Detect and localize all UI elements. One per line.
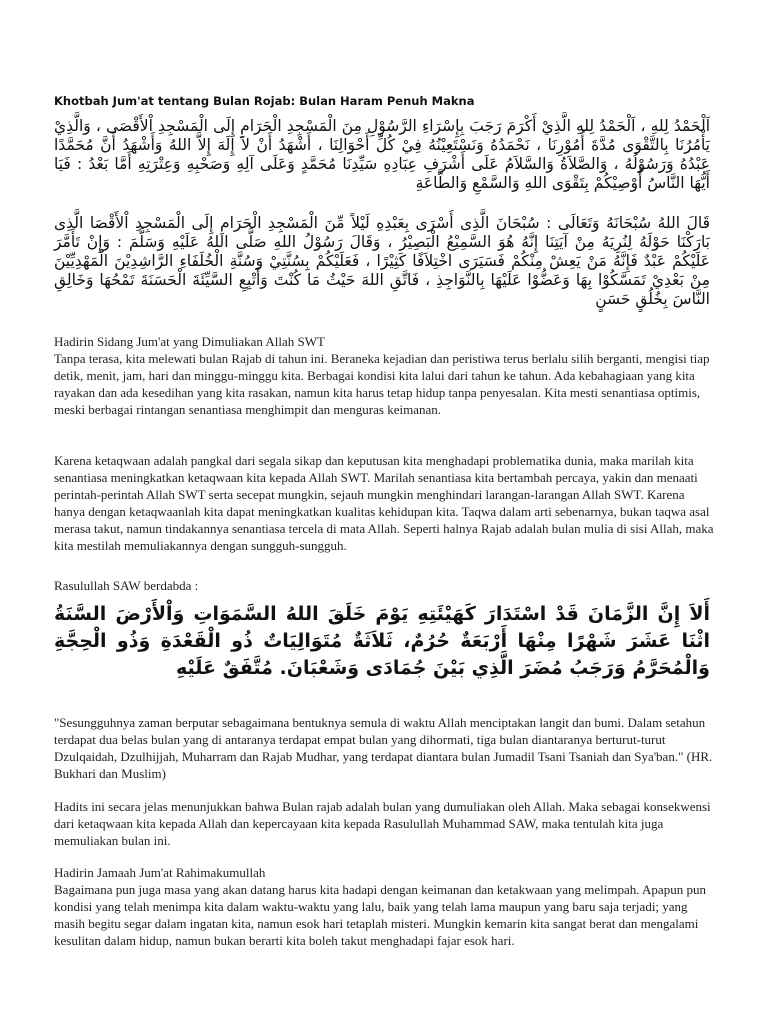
paragraph-3-translation: "Sesungguhnya zaman berputar sebagaimana bentuknya semula di waktu Allah menciptakan langit dan bumi. Dalam setahun terdapat dua belas bulan yang di antaranya terdapat empat bulan yang dihormati, tiga bulan diantaranya berturut-turut Dzulqaidah, Dzulhijjah, Muharram dan Rajab Mudhar, yang terdapat diantara bulan Jumadil Tsani Tsaniah dan Sya'ban." (HR. Bukhari dan Muslim) [54,715,713,781]
paragraph-2: Karena ketaqwaan adalah pangkal dari segala sikap dan keputusan kita menghadapi problematika dunia, maka marilah kita senantiasa meningkatkan ketaqwaan kita kepada Allah SWT. Marilah senantiasa kita bertambah percaya, yakin dan menaati perintah-perintah Allah SWT serta secepat mungkin, sejauh mungkin menghindari larangan-larangan Allah SWT. Karena hanya dengan ketaqwaanlah kita dapat meningkatkan kualitas kehidupan kita. Taqwa dalam arti sebenarnya, bukan taqwa asal merasa takut, namun tindakannya senantiasa tercela di mata Allah. Seperti halnya Rajab adalah bulan mulia di sisi Allah, maka kita mestilah memuliakannya dengan sungguh-sungguh. [54,453,714,553]
section-heading-1: Hadirin Sidang Jum'at yang Dimuliakan Allah SWT [54,334,325,349]
rasulullah-intro-line: Rasulullah SAW berdabda : [54,578,199,593]
section-heading-2: Hadirin Jamaah Jum'at Rahimakumullah [54,865,266,880]
paragraph-5: Bagaimana pun juga masa yang akan datang harus kita hadapi dengan keimanan dan ketakwaan yang melimpah. Apapun pun kondisi yang telah menimpa kita dalam waktu-waktu yang lalu, baik yang telah lama maupun yang baru saja terjadi; yang masih begitu segar dalam ingatan kita, namun esok hari tetaplah misteri. Mungkin kemarin kita sangat berat dan mengalami kesulitan dalam hidup, namun bukan berarti kita boleh takut menghadapi fajar esok hari. [54,882,706,948]
document-title: Khotbah Jum'at tentang Bulan Rojab: Bulan Haram Penuh Makna [54,94,475,108]
arabic-hadith: أَلاَ إِنَّ الزَّمَانَ قَدْ اسْتَدَارَ كَهَيْئَتِهِ يَوْمَ خَلَقَ اللهُ السَّمَوَاتِ وَاْلأَرْضَ السَّنَةُ اثْنَا عَشَرَ شَهْرًا مِنْهَا أَرْبَعَةٌ حُرُمٌ، ثَلاَثَةٌ مُتَوَالِيَاتٌ ذُو الْقَعْدَةِ وَذُو الْحِجَّةِ وَالْمُحَرَّمُ وَرَجَبُ مُضَرَ الَّذِي بَيْنَ جُمَادَى وَشَعْبَانَ. مُتَّفَقٌ عَلَيْهِ [54,603,710,679]
paragraph-1: Tanpa terasa, kita melewati bulan Rajab di tahun ini. Beraneka kejadian dan peristiwa terus berlalu silih berganti, mengisi tiap detik, menit, jam, hari dan minggu-minggu kita. Berbagai kondisi kita lalui dari tahun ke tahun. Ada kebahagiaan yang kita rayakan dan ada kesedihan yang kita rasakan, namun kita harus tetap hidup tanpa penyesalan. Kita mesti senantiasa optimis, meski berbagai rintangan senantiasa menghimpit dan menguras keimanan. [54,351,710,417]
arabic-quran-hadith-citation: قَالَ اللهُ سُبْحَانَهُ وَتَعَالَى : سُبْحَانَ الَّذِى أَسْرَى بِعَبْدِهِ لَيْلاً مِّنَ الْمَسْجِدِ الْحَرَامِ إِلَى الْمَسْجِدِ اْلأَقْصَا الَّذِى بَارَكْنَا حَوْلَهُ لِنُرِيَهُ مِنْ آيَتِنَا إِنَّهُ هُوَ السَّمِيْعُ الْبَصِيْرُ ، وَقَالَ رَسُوْلُ اللهِ صَلَّى اللهُ عَلَيْهِ وَسَلَّمَ : وَإِنْ تَأَمَّرَ عَلَيْكُمْ عَبْدٌ فَإِنَّهُ مَنْ يَعِشْ مِنْكُمْ فَسَيَرَى اخْتِلاَفًا كَثِيْرًا ، فَعَلَيْكُمْ بِسُنَّتِيْ وَسُنَّةِ الْخُلَفَاءِ الرَّاشِدِيْنَ الْمَهْدِيِّيْنَ مِنْ بَعْدِيْ تَمَسَّكُوْا بِهَا وَعَضُّوْا عَلَيْهَا بِالنَّوَاجِذِ ، فَاتَّقِ اللهَ حَيْثُ مَا كُنْتَ وَأَتْبِعِ السَّيِّئَةَ الْحَسَنَةَ تَمْحُهَا وَخَالِقِ النَّاسَ بِخُلُقٍ حَسَنٍ [54,214,710,308]
arabic-opening-prayer: اَلْحَمْدُ لِلهِ ، اَلْحَمْدُ لِلهِ الَّذِيْ أَكْرَمَ رَجَبَ بِإِسْرَاءِ الرَّسُوْلِ مِنَ الْمَسْجِدِ الْحَرَامِ إِلَى الْمَسْجِدِ اْلأَقْصَى ، وَالَّذِيْ يَأْمُرُنَا بِالتَّقْوَى مُدَّةَ أُمُوْرِنَا ، نَحْمَدُهُ وَنَسْتَعِيْنُهُ فِيْ كُلِّ أَحْوَالِنَا ، أَشْهَدُ أَنْ لاَ إِلَهَ إِلاَّ اللهُ وَأَشْهَدُ أَنَّ مُحَمَّدًا عَبْدُهُ وَرَسُوْلُهُ ، وَالصَّلاَةُ وَالسَّلاَمُ عَلَى أَشْرَفِ عِبَادِهِ سَيِّدِنَا مُحَمَّدٍ وَعَلَى آلِهِ وَصَحْبِهِ وَعِتْرَتِهِ أَمَّا بَعْدُ : فَيَا أَيُّهَا النَّاسُ أُوْصِيْكُمْ بِتَقْوَى اللهِ وَالسَّمْعِ وَالطَّاعَةِ [54,117,710,192]
paragraph-4: Hadits ini secara jelas menunjukkan bahwa Bulan rajab adalah bulan yang dumuliakan oleh Allah. Maka sebagai konsekwensi dari ketaqwaan kita kepada Allah dan kepercayaan kita kepada Rasulullah Muhammad SAW, maka tentulah kita juga memuliakan bulan ini. [54,799,711,848]
